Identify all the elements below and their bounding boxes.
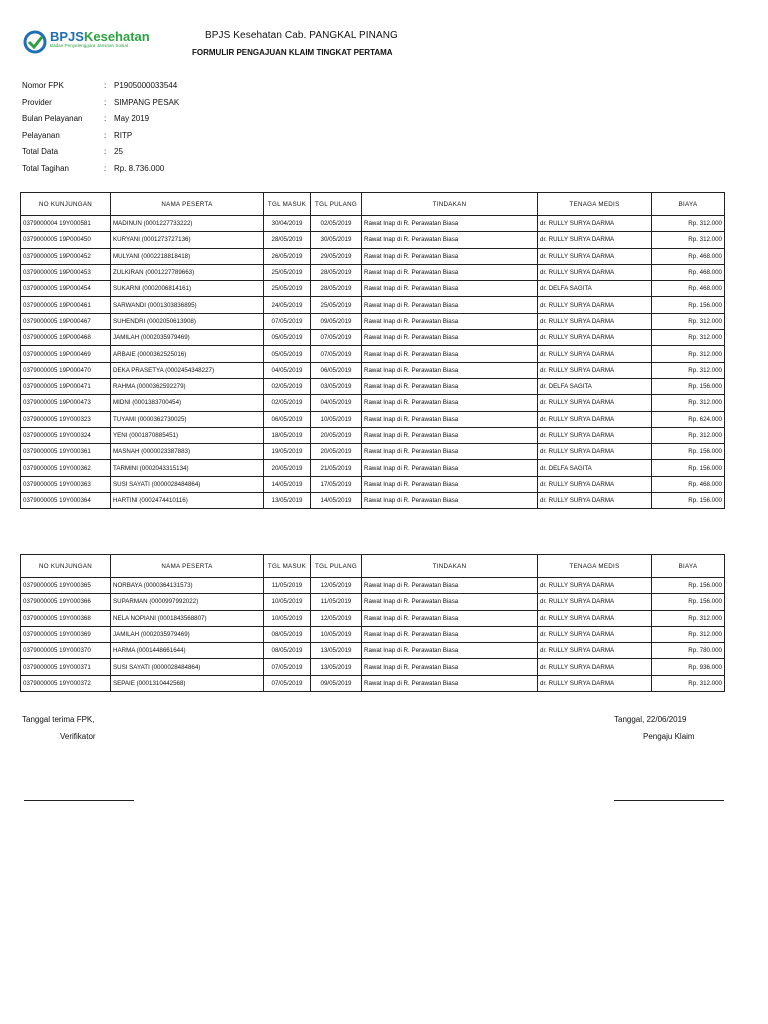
table-cell: 0379000005 19P000467: [21, 313, 111, 329]
table-cell: 0379000005 19Y000366: [21, 594, 111, 610]
table-cell: Rp. 468.000: [652, 248, 725, 264]
meta-row: Total Data : 25: [22, 147, 179, 164]
table-cell: Rawat Inap di R. Perawatan Biasa: [362, 330, 538, 346]
table-cell: Rawat Inap di R. Perawatan Biasa: [362, 675, 538, 691]
table-cell: 02/05/2019: [311, 216, 362, 232]
meta-label: Total Data: [22, 147, 59, 156]
meta-row: Provider : SIMPANG PESAK: [22, 98, 179, 115]
column-header: TGL PULANG: [311, 555, 362, 578]
table-cell: SUKARNI (0002006814161): [111, 281, 264, 297]
table-cell: NELA NOPIANI (0001843568807): [111, 610, 264, 626]
table-cell: 20/05/2019: [311, 444, 362, 460]
table-cell: Rp. 468.000: [652, 281, 725, 297]
table-row: [21, 216, 725, 232]
table-cell: Rawat Inap di R. Perawatan Biasa: [362, 578, 538, 594]
table-cell: 07/05/2019: [311, 330, 362, 346]
table-cell: Rp. 624.000: [652, 411, 725, 427]
table-cell: 30/04/2019: [264, 216, 311, 232]
table-cell: 0379000005 19Y000364: [21, 493, 111, 509]
table-cell: RAHMA (0000362592279): [111, 378, 264, 394]
table-cell: 04/05/2019: [264, 362, 311, 378]
table-row: [21, 281, 725, 297]
table-cell: dr. DELFA SAGITA: [538, 460, 652, 476]
table-row: [21, 675, 725, 691]
table-cell: Rp. 780.000: [652, 643, 725, 659]
table-cell: 0379000005 19P000450: [21, 232, 111, 248]
column-header: TGL MASUK: [264, 193, 311, 216]
meta-value: P1905000033544: [114, 81, 178, 90]
meta-row: Pelayanan : RITP: [22, 131, 179, 148]
table-cell: Rp. 312.000: [652, 346, 725, 362]
meta-row: Bulan Pelayanan : May 2019: [22, 114, 179, 131]
table-cell: 17/05/2019: [311, 476, 362, 492]
table-cell: 0379000005 19Y000323: [21, 411, 111, 427]
table-cell: 24/05/2019: [264, 297, 311, 313]
claim-meta: [22, 81, 179, 180]
meta-value: SIMPANG PESAK: [114, 97, 180, 107]
table-cell: Rawat Inap di R. Perawatan Biasa: [362, 313, 538, 329]
table-cell: 0379000005 19P000469: [21, 346, 111, 362]
table-cell: 29/05/2019: [311, 248, 362, 264]
table-cell: Rp. 312.000: [652, 330, 725, 346]
table-row: [21, 476, 725, 492]
table-cell: dr. RULLY SURYA DARMA: [538, 476, 652, 492]
table-cell: JAMILAH (0002035979469): [111, 330, 264, 346]
table-cell: 20/05/2019: [264, 460, 311, 476]
table-cell: SUHENDRI (0002050613908): [111, 313, 264, 329]
table-cell: 0379000005 19P000471: [21, 378, 111, 394]
table-cell: 0379000005 19P000470: [21, 362, 111, 378]
column-header: TINDAKAN: [362, 555, 538, 578]
table-cell: NORBAYA (0000364131573): [111, 578, 264, 594]
table-cell: 09/05/2019: [311, 675, 362, 691]
column-header: NO KUNJUNGAN: [21, 555, 111, 578]
table-cell: Rp. 312.000: [652, 610, 725, 626]
table-row: [21, 659, 725, 675]
meta-row: Total Tagihan : Rp. 8.736.000: [22, 164, 179, 181]
table-cell: 13/05/2019: [311, 643, 362, 659]
table-cell: 0379000005 19Y000363: [21, 476, 111, 492]
column-header: TGL MASUK: [264, 555, 311, 578]
table-cell: 30/05/2019: [311, 232, 362, 248]
table-cell: dr. RULLY SURYA DARMA: [538, 411, 652, 427]
table-cell: dr. RULLY SURYA DARMA: [538, 362, 652, 378]
table-cell: Rp. 156.000: [652, 460, 725, 476]
table-cell: Rawat Inap di R. Perawatan Biasa: [362, 493, 538, 509]
claimant-label: Pengaju Klaim: [643, 732, 695, 741]
table-row: [21, 378, 725, 394]
logo-wordmark: [50, 30, 150, 49]
table-cell: 0379000005 19Y000371: [21, 659, 111, 675]
claim-table-2: [20, 554, 725, 692]
table-cell: 0379000005 19Y000361: [21, 444, 111, 460]
table-cell: HARMA (0001448661644): [111, 643, 264, 659]
claimant-signature-line: [614, 800, 724, 801]
table-cell: Rp. 468.000: [652, 476, 725, 492]
column-header: BIAYA: [652, 193, 725, 216]
table-cell: 04/05/2019: [311, 395, 362, 411]
table-cell: dr. RULLY SURYA DARMA: [538, 578, 652, 594]
table-cell: dr. RULLY SURYA DARMA: [538, 610, 652, 626]
table-cell: 18/05/2019: [264, 427, 311, 443]
table-cell: Rp. 156.000: [652, 297, 725, 313]
table-row: [21, 460, 725, 476]
table-row: [21, 395, 725, 411]
table-cell: Rawat Inap di R. Perawatan Biasa: [362, 411, 538, 427]
verifier-label: Verifikator: [60, 732, 96, 741]
table-cell: SUSI SAYATI (0000028484864): [111, 476, 264, 492]
table-cell: Rp. 312.000: [652, 232, 725, 248]
table-cell: Rp. 312.000: [652, 362, 725, 378]
table-cell: Rawat Inap di R. Perawatan Biasa: [362, 460, 538, 476]
table-cell: 0379000005 19P000452: [21, 248, 111, 264]
table-cell: 0379000005 19P000468: [21, 330, 111, 346]
table-cell: MULYANI (0002218818418): [111, 248, 264, 264]
table-cell: dr. RULLY SURYA DARMA: [538, 675, 652, 691]
table-cell: ARBAIE (0000362525016): [111, 346, 264, 362]
table-cell: 0379000005 19Y000370: [21, 643, 111, 659]
table-row: [21, 578, 725, 594]
table-cell: TUYAMI (0000362730025): [111, 411, 264, 427]
table-cell: Rawat Inap di R. Perawatan Biasa: [362, 594, 538, 610]
table-cell: 03/05/2019: [311, 378, 362, 394]
column-header: TENAGA MEDIS: [538, 555, 652, 578]
table-cell: 12/05/2019: [311, 610, 362, 626]
table-cell: Rawat Inap di R. Perawatan Biasa: [362, 346, 538, 362]
table-body: [21, 216, 725, 509]
table-cell: 05/05/2019: [264, 330, 311, 346]
table-cell: dr. RULLY SURYA DARMA: [538, 297, 652, 313]
table-row: [21, 643, 725, 659]
table-cell: MASNAH (0000023387883): [111, 444, 264, 460]
table-cell: Rawat Inap di R. Perawatan Biasa: [362, 643, 538, 659]
column-header: TGL PULANG: [311, 193, 362, 216]
table-cell: Rp. 936.000: [652, 659, 725, 675]
table-cell: 05/05/2019: [264, 346, 311, 362]
table-cell: dr. RULLY SURYA DARMA: [538, 444, 652, 460]
table-cell: dr. RULLY SURYA DARMA: [538, 248, 652, 264]
table-cell: 06/05/2019: [264, 411, 311, 427]
table-cell: 0379000005 19P000461: [21, 297, 111, 313]
table-row: [21, 493, 725, 509]
table-cell: dr. DELFA SAGITA: [538, 378, 652, 394]
table-cell: Rawat Inap di R. Perawatan Biasa: [362, 297, 538, 313]
table-cell: Rp. 156.000: [652, 578, 725, 594]
column-header: BIAYA: [652, 555, 725, 578]
table-cell: 08/05/2019: [264, 643, 311, 659]
table-cell: 25/05/2019: [264, 281, 311, 297]
table-cell: 02/05/2019: [264, 395, 311, 411]
table-row: [21, 264, 725, 280]
table-cell: HARTINI (0002474410116): [111, 493, 264, 509]
table-row: [21, 594, 725, 610]
table-cell: dr. RULLY SURYA DARMA: [538, 264, 652, 280]
table-cell: 10/05/2019: [264, 610, 311, 626]
table-body: [21, 578, 725, 692]
table-row: [21, 330, 725, 346]
table-cell: dr. DELFA SAGITA: [538, 281, 652, 297]
meta-label: Provider: [22, 97, 52, 107]
table-cell: 11/05/2019: [264, 578, 311, 594]
table-row: [21, 362, 725, 378]
meta-value: 25: [114, 147, 123, 156]
table-cell: Rawat Inap di R. Perawatan Biasa: [362, 216, 538, 232]
table-cell: Rp. 156.000: [652, 493, 725, 509]
meta-row: Nomor FPK : P1905000033544: [22, 81, 179, 98]
table-cell: 09/05/2019: [311, 313, 362, 329]
table-cell: 28/05/2019: [311, 281, 362, 297]
table-cell: dr. RULLY SURYA DARMA: [538, 330, 652, 346]
table-cell: 25/05/2019: [311, 297, 362, 313]
table-cell: 20/05/2019: [311, 427, 362, 443]
table-cell: Rp. 312.000: [652, 675, 725, 691]
table-cell: dr. RULLY SURYA DARMA: [538, 232, 652, 248]
column-header: NAMA PESERTA: [111, 555, 264, 578]
table-cell: Rp. 156.000: [652, 378, 725, 394]
table-cell: 10/05/2019: [311, 626, 362, 642]
meta-value: May 2019: [114, 114, 150, 123]
table-cell: SARWANDI (0001303836895): [111, 297, 264, 313]
table-cell: Rawat Inap di R. Perawatan Biasa: [362, 444, 538, 460]
table-cell: Rawat Inap di R. Perawatan Biasa: [362, 362, 538, 378]
column-header: TINDAKAN: [362, 193, 538, 216]
table-cell: 14/05/2019: [311, 493, 362, 509]
table-cell: 0379000004 19Y000581: [21, 216, 111, 232]
table-cell: 0379000005 19Y000372: [21, 675, 111, 691]
table-cell: Rawat Inap di R. Perawatan Biasa: [362, 610, 538, 626]
table-row: [21, 313, 725, 329]
table-cell: 07/05/2019: [264, 313, 311, 329]
table-cell: dr. RULLY SURYA DARMA: [538, 395, 652, 411]
table-row: [21, 427, 725, 443]
table-cell: KURYANI (0001273727136): [111, 232, 264, 248]
table-row: [21, 444, 725, 460]
table-cell: 06/05/2019: [311, 362, 362, 378]
office-title: BPJS Kesehatan Cab. PANGKAL PINANG: [205, 30, 398, 41]
meta-label: Pelayanan: [22, 130, 60, 140]
table-cell: 0379000005 19Y000368: [21, 610, 111, 626]
table-cell: 0379000005 19P000454: [21, 281, 111, 297]
table-cell: 07/05/2019: [264, 659, 311, 675]
table-cell: 26/05/2019: [264, 248, 311, 264]
table-cell: 07/05/2019: [311, 346, 362, 362]
table-cell: Rawat Inap di R. Perawatan Biasa: [362, 378, 538, 394]
table-cell: dr. RULLY SURYA DARMA: [538, 626, 652, 642]
table-cell: dr. RULLY SURYA DARMA: [538, 594, 652, 610]
table-cell: dr. RULLY SURYA DARMA: [538, 643, 652, 659]
table-cell: 0379000005 19P000473: [21, 395, 111, 411]
table-cell: Rp. 156.000: [652, 594, 725, 610]
table-cell: Rawat Inap di R. Perawatan Biasa: [362, 626, 538, 642]
meta-label: Bulan Pelayanan: [22, 114, 83, 123]
table-cell: TARMINI (0002043315134): [111, 460, 264, 476]
table-row: [21, 248, 725, 264]
table-cell: Rp. 312.000: [652, 395, 725, 411]
table-cell: 12/05/2019: [311, 578, 362, 594]
table-cell: Rawat Inap di R. Perawatan Biasa: [362, 476, 538, 492]
meta-label: Nomor FPK: [22, 81, 64, 90]
table-cell: 28/05/2019: [311, 264, 362, 280]
table-cell: dr. RULLY SURYA DARMA: [538, 313, 652, 329]
table-cell: Rp. 312.000: [652, 216, 725, 232]
table-cell: 08/05/2019: [264, 626, 311, 642]
claim-table-1: [20, 192, 725, 509]
table-cell: MIDNI (0001383700454): [111, 395, 264, 411]
table-cell: 21/05/2019: [311, 460, 362, 476]
table-cell: Rawat Inap di R. Perawatan Biasa: [362, 659, 538, 675]
meta-label: Total Tagihan: [22, 163, 69, 173]
column-header: NO KUNJUNGAN: [21, 193, 111, 216]
table-cell: Rp. 312.000: [652, 427, 725, 443]
table-cell: Rp. 156.000: [652, 444, 725, 460]
meta-value: RITP: [114, 130, 133, 140]
table-row: [21, 346, 725, 362]
table-cell: 0379000005 19Y000324: [21, 427, 111, 443]
table-cell: Rawat Inap di R. Perawatan Biasa: [362, 248, 538, 264]
table-cell: 28/05/2019: [264, 232, 311, 248]
table-cell: 19/05/2019: [264, 444, 311, 460]
table-cell: Rp. 312.000: [652, 626, 725, 642]
form-title: FORMULIR PENGAJUAN KLAIM TINGKAT PERTAMA: [192, 48, 393, 57]
column-header: NAMA PESERTA: [111, 193, 264, 216]
table-cell: 10/05/2019: [311, 411, 362, 427]
table-cell: 0379000005 19P000453: [21, 264, 111, 280]
table-cell: dr. RULLY SURYA DARMA: [538, 659, 652, 675]
table-cell: 07/05/2019: [264, 675, 311, 691]
table-cell: 0379000005 19Y000369: [21, 626, 111, 642]
submission-date: Tanggal, 22/06/2019: [614, 715, 687, 724]
received-date-label: Tanggal terima FPK,: [22, 715, 95, 724]
table-cell: Rawat Inap di R. Perawatan Biasa: [362, 281, 538, 297]
table-cell: SUSI SAYATI (0000028484864): [111, 659, 264, 675]
table-cell: dr. RULLY SURYA DARMA: [538, 346, 652, 362]
table-cell: 0379000005 19Y000362: [21, 460, 111, 476]
column-header: TENAGA MEDIS: [538, 193, 652, 216]
logo-tagline: Badan Penyelenggara Jaminan Sosial: [50, 43, 128, 48]
verifier-signature-line: [24, 800, 134, 801]
table-cell: MADINUN (0001227733222): [111, 216, 264, 232]
table-cell: SEPAIE (0001310442568): [111, 675, 264, 691]
table-cell: dr. RULLY SURYA DARMA: [538, 427, 652, 443]
table-row: [21, 610, 725, 626]
table-cell: 02/05/2019: [264, 378, 311, 394]
meta-value: Rp. 8.736.000: [114, 163, 165, 173]
table-cell: DEKA PRASETYA (0002454348227): [111, 362, 264, 378]
table-cell: YENI (0001870885451): [111, 427, 264, 443]
table-cell: ZULKIRAN (0001227789663): [111, 264, 264, 280]
table-header-row: [21, 193, 725, 216]
table-cell: Rp. 312.000: [652, 313, 725, 329]
table-cell: Rawat Inap di R. Perawatan Biasa: [362, 427, 538, 443]
table-cell: Rawat Inap di R. Perawatan Biasa: [362, 232, 538, 248]
table-row: [21, 232, 725, 248]
logo-brand-a: BPJS: [50, 29, 84, 44]
table-cell: Rp. 468.000: [652, 264, 725, 280]
table-cell: dr. RULLY SURYA DARMA: [538, 216, 652, 232]
table-row: [21, 297, 725, 313]
table-cell: Rawat Inap di R. Perawatan Biasa: [362, 395, 538, 411]
table-row: [21, 626, 725, 642]
table-cell: JAMILAH (0002035979469): [111, 626, 264, 642]
table-cell: 13/05/2019: [264, 493, 311, 509]
table-cell: SUPARMAN (0000997992022): [111, 594, 264, 610]
table-cell: 13/05/2019: [311, 659, 362, 675]
table-header-row: [21, 555, 725, 578]
table-cell: Rawat Inap di R. Perawatan Biasa: [362, 264, 538, 280]
table-cell: 11/05/2019: [311, 594, 362, 610]
table-cell: 25/05/2019: [264, 264, 311, 280]
table-cell: 10/05/2019: [264, 594, 311, 610]
table-cell: dr. RULLY SURYA DARMA: [538, 493, 652, 509]
table-cell: 14/05/2019: [264, 476, 311, 492]
table-row: [21, 411, 725, 427]
table-cell: 0379000005 19Y000365: [21, 578, 111, 594]
logo-brand-b: Kesehatan: [83, 29, 150, 44]
